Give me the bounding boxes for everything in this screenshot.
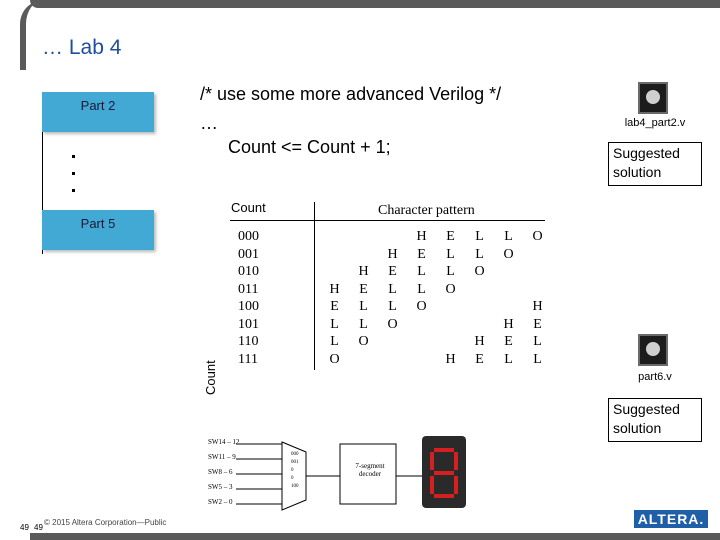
table-row-code: 100 xyxy=(238,299,259,314)
pattern-char xyxy=(378,334,407,350)
pattern-char xyxy=(523,247,552,263)
pattern-char: H xyxy=(416,229,427,244)
pattern-char xyxy=(320,264,349,280)
table-row-pattern xyxy=(320,299,552,315)
pattern-char xyxy=(349,229,378,245)
pattern-char: H xyxy=(358,264,369,279)
pattern-char: L xyxy=(475,246,484,262)
file-name-part6[interactable]: part6.v xyxy=(638,371,672,383)
pattern-char xyxy=(523,282,552,298)
pattern-char xyxy=(349,247,378,263)
page-number: 49 xyxy=(34,523,43,532)
pattern-char xyxy=(320,247,349,263)
verilog-file-icon[interactable] xyxy=(638,82,668,114)
display-segment xyxy=(434,494,454,498)
pattern-char: O xyxy=(503,246,514,262)
pattern-char xyxy=(349,352,378,368)
pattern-char: E xyxy=(533,316,542,332)
pattern-char xyxy=(378,229,407,245)
top-bar xyxy=(30,0,720,8)
pattern-char xyxy=(436,334,465,350)
count-header: Count xyxy=(231,200,266,215)
verilog-file-icon[interactable] xyxy=(638,334,668,366)
switch-label: SW5 – 3 xyxy=(208,483,233,491)
display-segment xyxy=(454,452,458,470)
display-segment xyxy=(430,452,434,470)
pattern-char: O xyxy=(474,264,485,279)
pattern-char: H xyxy=(503,316,514,332)
table-row-pattern xyxy=(320,352,552,368)
mux-input-label: 001 xyxy=(291,460,299,465)
table-row-code: 101 xyxy=(238,316,259,332)
pattern-char: L xyxy=(533,351,542,367)
altera-logo: ALTERA. xyxy=(634,510,708,528)
pattern-char: L xyxy=(359,299,368,314)
mux-input-label: 100 xyxy=(291,484,299,489)
pattern-char: E xyxy=(504,334,513,349)
pattern-char xyxy=(320,229,349,245)
pattern-char: O xyxy=(532,229,543,244)
mux-input-label: 0 xyxy=(291,476,294,481)
pattern-char: L xyxy=(504,229,513,244)
table-row-pattern xyxy=(320,282,552,298)
pattern-char: L xyxy=(504,351,513,367)
display-segment xyxy=(454,476,458,494)
pattern-char: L xyxy=(417,281,426,297)
table-row-code: 010 xyxy=(238,264,259,279)
pattern-char: L xyxy=(533,334,542,349)
divider xyxy=(42,132,43,210)
table-row-code: 110 xyxy=(238,334,259,349)
pattern-char: O xyxy=(445,281,456,297)
pattern-char xyxy=(407,317,436,333)
pattern-char xyxy=(494,282,523,298)
decoder-label: 7-segment decoder xyxy=(355,462,385,478)
pattern-char: O xyxy=(387,316,398,332)
pattern-char xyxy=(494,264,523,280)
table-row-pattern xyxy=(320,264,552,280)
pattern-char: O xyxy=(358,334,369,349)
pattern-char xyxy=(465,299,494,315)
pattern-char: O xyxy=(329,351,340,367)
pattern-char: L xyxy=(330,316,339,332)
pattern-char: H xyxy=(387,246,398,262)
pattern-char xyxy=(494,299,523,315)
pattern-char: E xyxy=(446,229,455,244)
ellipsis-dot xyxy=(72,189,75,192)
pattern-char xyxy=(436,299,465,315)
pattern-char: E xyxy=(359,281,368,297)
pattern-char: L xyxy=(446,264,455,279)
suggested-solution-box: Suggested solution xyxy=(608,398,702,442)
circuit-diagram xyxy=(200,432,480,514)
pattern-char: H xyxy=(532,299,543,314)
code-count-line: Count <= Count + 1; xyxy=(228,137,391,157)
display-segment xyxy=(434,471,454,475)
display-segment xyxy=(430,476,434,494)
table-row-code: 000 xyxy=(238,229,259,244)
pattern-char: L xyxy=(475,229,484,244)
suggested-solution-box: Suggested solution xyxy=(608,142,702,186)
table-row-code: 001 xyxy=(238,246,259,262)
pattern-char: L xyxy=(446,246,455,262)
pattern-char: E xyxy=(388,264,397,279)
pattern-char: L xyxy=(388,299,397,314)
footer-bar xyxy=(30,533,720,540)
pattern-char xyxy=(436,317,465,333)
pattern-char: L xyxy=(330,334,339,349)
pattern-char xyxy=(407,352,436,368)
ellipsis-dot xyxy=(72,155,75,158)
pattern-char xyxy=(378,352,407,368)
ellipsis-dot xyxy=(72,172,75,175)
count-axis-label: Count xyxy=(203,360,218,395)
page-title: … Lab 4 xyxy=(42,36,122,59)
code-comment: /* use some more advanced Verilog */ xyxy=(200,84,502,104)
divider xyxy=(42,250,43,254)
switch-label: SW2 – 0 xyxy=(208,498,233,506)
table-header-rule xyxy=(230,220,545,221)
pattern-char: H xyxy=(474,334,485,349)
table-row-pattern xyxy=(320,229,552,245)
table-row-pattern xyxy=(320,334,552,350)
mux-input-label: 0 xyxy=(291,468,294,473)
mux-input-label: 000 xyxy=(291,452,299,457)
file-name-lab4-part2[interactable]: lab4_part2.v xyxy=(624,117,686,129)
pattern-char xyxy=(407,334,436,350)
pattern-header: Character pattern xyxy=(378,203,475,218)
pattern-char: L xyxy=(359,316,368,332)
switch-label: SW14 – 12 xyxy=(208,438,240,446)
display-segment xyxy=(434,448,454,452)
code-ellipsis: … xyxy=(200,113,218,133)
pattern-char xyxy=(465,317,494,333)
pattern-char: E xyxy=(330,299,339,314)
table-row-code: 111 xyxy=(238,351,258,367)
part-2-box[interactable]: Part 2 xyxy=(42,92,154,132)
table-row-pattern xyxy=(320,247,552,263)
pattern-char: O xyxy=(416,299,427,314)
pattern-char xyxy=(465,282,494,298)
table-row-pattern xyxy=(320,317,552,333)
pattern-char: E xyxy=(417,246,426,262)
page-number: 49 xyxy=(20,523,29,532)
table-column-rule xyxy=(314,202,315,370)
pattern-char: H xyxy=(329,281,340,297)
part-5-box[interactable]: Part 5 xyxy=(42,210,154,250)
pattern-char: L xyxy=(417,264,426,279)
pattern-char: H xyxy=(445,351,456,367)
switch-label: SW11 – 9 xyxy=(208,453,236,461)
pattern-char xyxy=(523,264,552,280)
switch-label: SW8 – 6 xyxy=(208,468,233,476)
pattern-char: L xyxy=(388,281,397,297)
table-row-code: 011 xyxy=(238,281,259,297)
copyright: © 2015 Altera Corporation—Public xyxy=(44,518,167,527)
pattern-char: E xyxy=(475,351,484,367)
